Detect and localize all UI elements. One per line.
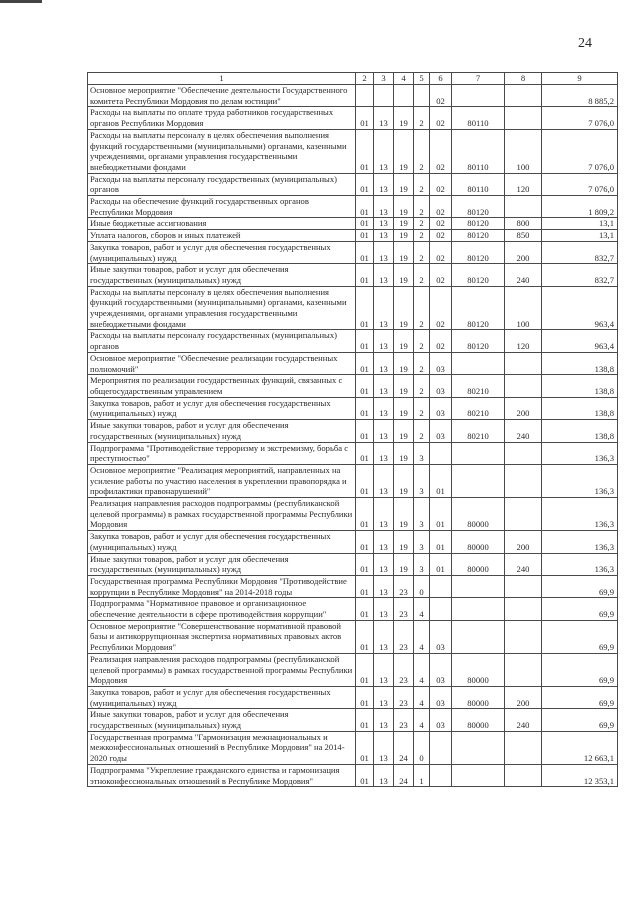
- expense-name-cell: Закупка товаров, работ и услуг для обеспечения государственных (муниципальных) нужд: [88, 241, 356, 263]
- section-code-cell: 01: [356, 107, 374, 129]
- activity-code-cell: 03: [430, 620, 452, 653]
- program-code-cell: 19: [394, 129, 414, 173]
- direction-code-cell: 80000: [452, 553, 505, 575]
- expense-type-code-cell: 200: [505, 686, 542, 708]
- expense-type-code-cell: 100: [505, 129, 542, 173]
- program-code-cell: [394, 85, 414, 107]
- expense-name-cell: Иные закупки товаров, работ и услуг для обеспечения государственных (муниципальных) нужд: [88, 553, 356, 575]
- subprogram-code-cell: 2: [414, 330, 430, 352]
- activity-code-cell: [430, 764, 452, 786]
- program-code-cell: 19: [394, 196, 414, 218]
- subprogram-code-cell: 0: [414, 731, 430, 764]
- table-row: [88, 218, 618, 230]
- program-code-cell: 23: [394, 575, 414, 597]
- direction-code-cell: 80120: [452, 264, 505, 286]
- section-code-cell: 01: [356, 709, 374, 731]
- subprogram-code-cell: 1: [414, 764, 430, 786]
- subprogram-code-cell: 4: [414, 620, 430, 653]
- activity-code-cell: 02: [430, 330, 452, 352]
- expense-name-cell: Основное мероприятие "Обеспечение реализации государственных полномочий": [88, 352, 356, 374]
- subprogram-code-cell: 3: [414, 553, 430, 575]
- expense-type-code-cell: [505, 196, 542, 218]
- expense-type-code-cell: [505, 352, 542, 374]
- direction-code-cell: [452, 442, 505, 464]
- amount-cell: 69,9: [542, 575, 618, 597]
- subsection-code-cell: 13: [374, 442, 394, 464]
- direction-code-cell: 80000: [452, 709, 505, 731]
- amount-cell: 12 663,1: [542, 731, 618, 764]
- direction-code-cell: [452, 598, 505, 620]
- subsection-code-cell: 13: [374, 553, 394, 575]
- subprogram-code-cell: 4: [414, 598, 430, 620]
- column-header-4: 4: [394, 73, 414, 85]
- program-code-cell: 19: [394, 107, 414, 129]
- program-code-cell: 23: [394, 620, 414, 653]
- expense-name-cell: Мероприятия по реализации государственных функций, связанных с общегосударственным управлением: [88, 375, 356, 397]
- direction-code-cell: 80120: [452, 286, 505, 330]
- column-header-8: 8: [505, 73, 542, 85]
- table-row: [88, 464, 618, 497]
- subprogram-code-cell: 3: [414, 531, 430, 553]
- expense-type-code-cell: 850: [505, 230, 542, 242]
- section-code-cell: 01: [356, 264, 374, 286]
- amount-cell: 963,4: [542, 330, 618, 352]
- table-row: [88, 442, 618, 464]
- amount-cell: 12 353,1: [542, 764, 618, 786]
- expense-type-code-cell: [505, 107, 542, 129]
- program-code-cell: 19: [394, 498, 414, 531]
- program-code-cell: 19: [394, 375, 414, 397]
- expense-type-code-cell: 240: [505, 420, 542, 442]
- program-code-cell: 19: [394, 397, 414, 419]
- activity-code-cell: 02: [430, 129, 452, 173]
- subsection-code-cell: 13: [374, 286, 394, 330]
- section-code-cell: 01: [356, 375, 374, 397]
- amount-cell: 136,3: [542, 553, 618, 575]
- table-body: [88, 85, 618, 787]
- expense-name-cell: Реализация направления расходов подпрограммы (республиканской целевой программы) в рамках государственной программы Республики Мордовия: [88, 653, 356, 686]
- direction-code-cell: 80000: [452, 498, 505, 531]
- table-row: [88, 375, 618, 397]
- activity-code-cell: [430, 731, 452, 764]
- table-row: [88, 230, 618, 242]
- direction-code-cell: 80210: [452, 375, 505, 397]
- expense-name-cell: Реализация направления расходов подпрограммы (республиканской целевой программы) в рамках государственной программы Республики Мордовия: [88, 498, 356, 531]
- subsection-code-cell: 13: [374, 598, 394, 620]
- direction-code-cell: 80210: [452, 420, 505, 442]
- header-row: [88, 73, 618, 85]
- section-code-cell: 01: [356, 218, 374, 230]
- subsection-code-cell: 13: [374, 218, 394, 230]
- program-code-cell: 23: [394, 709, 414, 731]
- activity-code-cell: 01: [430, 498, 452, 531]
- table-row: [88, 620, 618, 653]
- expense-type-code-cell: [505, 464, 542, 497]
- section-code-cell: 01: [356, 129, 374, 173]
- expense-name-cell: Уплата налогов, сборов и иных платежей: [88, 230, 356, 242]
- program-code-cell: 23: [394, 686, 414, 708]
- expense-name-cell: Расходы на выплаты персоналу в целях обеспечения выполнения функций государственными (муниципальными) органами, казенными учреждениями, органами управления государственными внебюджетными фондами: [88, 129, 356, 173]
- subprogram-code-cell: 2: [414, 241, 430, 263]
- subsection-code-cell: 13: [374, 107, 394, 129]
- expense-type-code-cell: 200: [505, 397, 542, 419]
- expense-type-code-cell: [505, 375, 542, 397]
- column-header-5: 5: [414, 73, 430, 85]
- activity-code-cell: 03: [430, 352, 452, 374]
- expense-type-code-cell: 240: [505, 264, 542, 286]
- expense-name-cell: Закупка товаров, работ и услуг для обеспечения государственных (муниципальных) нужд: [88, 397, 356, 419]
- subprogram-code-cell: 3: [414, 442, 430, 464]
- activity-code-cell: 02: [430, 85, 452, 107]
- subprogram-code-cell: 3: [414, 464, 430, 497]
- column-header-7: 7: [452, 73, 505, 85]
- activity-code-cell: 01: [430, 464, 452, 497]
- activity-code-cell: 02: [430, 218, 452, 230]
- subsection-code-cell: 13: [374, 196, 394, 218]
- section-code-cell: 01: [356, 330, 374, 352]
- amount-cell: 136,3: [542, 464, 618, 497]
- expense-type-code-cell: 200: [505, 241, 542, 263]
- program-code-cell: 19: [394, 420, 414, 442]
- activity-code-cell: 03: [430, 686, 452, 708]
- subsection-code-cell: 13: [374, 241, 394, 263]
- section-code-cell: 01: [356, 173, 374, 195]
- expense-name-cell: Государственная программа "Гармонизация межнациональных и межконфессиональных отношений в Республике Мордовия" на 2014-2020 годы: [88, 731, 356, 764]
- expense-type-code-cell: [505, 442, 542, 464]
- activity-code-cell: [430, 598, 452, 620]
- expense-name-cell: Расходы на выплаты по оплате труда работников государственных органов Республики Мордовия: [88, 107, 356, 129]
- budget-table: [87, 72, 618, 787]
- subprogram-code-cell: 2: [414, 375, 430, 397]
- expense-name-cell: Иные закупки товаров, работ и услуг для обеспечения государственных (муниципальных) нужд: [88, 709, 356, 731]
- expense-name-cell: Подпрограмма "Укрепление гражданского единства и гармонизация этноконфессиональных отношений в Республике Мордовия": [88, 764, 356, 786]
- table-row: [88, 330, 618, 352]
- section-code-cell: 01: [356, 230, 374, 242]
- activity-code-cell: 01: [430, 553, 452, 575]
- table-row: [88, 598, 618, 620]
- section-code-cell: 01: [356, 397, 374, 419]
- program-code-cell: 19: [394, 553, 414, 575]
- subprogram-code-cell: 2: [414, 264, 430, 286]
- section-code-cell: 01: [356, 764, 374, 786]
- expense-type-code-cell: [505, 575, 542, 597]
- table-row: [88, 241, 618, 263]
- table-row: [88, 553, 618, 575]
- direction-code-cell: [452, 464, 505, 497]
- subsection-code-cell: 13: [374, 686, 394, 708]
- subsection-code-cell: 13: [374, 375, 394, 397]
- program-code-cell: 19: [394, 241, 414, 263]
- expense-name-cell: Подпрограмма "Противодействие терроризму и экстремизму, борьба с преступностью": [88, 442, 356, 464]
- subsection-code-cell: 13: [374, 709, 394, 731]
- amount-cell: 69,9: [542, 653, 618, 686]
- direction-code-cell: [452, 620, 505, 653]
- column-header-2: 2: [356, 73, 374, 85]
- expense-type-code-cell: 240: [505, 553, 542, 575]
- amount-cell: 7 076,0: [542, 107, 618, 129]
- activity-code-cell: 02: [430, 173, 452, 195]
- amount-cell: 7 076,0: [542, 129, 618, 173]
- subsection-code-cell: 13: [374, 731, 394, 764]
- amount-cell: 138,8: [542, 420, 618, 442]
- subprogram-code-cell: 2: [414, 107, 430, 129]
- subprogram-code-cell: 4: [414, 709, 430, 731]
- subprogram-code-cell: 2: [414, 129, 430, 173]
- section-code-cell: 01: [356, 731, 374, 764]
- section-code-cell: 01: [356, 686, 374, 708]
- amount-cell: 136,3: [542, 498, 618, 531]
- amount-cell: 1 809,2: [542, 196, 618, 218]
- expense-name-cell: Основное мероприятие "Обеспечение деятельности Государственного комитета Республики Мордовия по делам юстиции": [88, 85, 356, 107]
- subprogram-code-cell: 4: [414, 686, 430, 708]
- direction-code-cell: [452, 85, 505, 107]
- subprogram-code-cell: 0: [414, 575, 430, 597]
- column-header-9: 9: [542, 73, 618, 85]
- expense-name-cell: Расходы на обеспечение функций государственных органов Республики Мордовия: [88, 196, 356, 218]
- amount-cell: 138,8: [542, 375, 618, 397]
- amount-cell: 13,1: [542, 218, 618, 230]
- program-code-cell: 19: [394, 286, 414, 330]
- subprogram-code-cell: 3: [414, 498, 430, 531]
- program-code-cell: 19: [394, 442, 414, 464]
- table-row: [88, 173, 618, 195]
- subprogram-code-cell: 4: [414, 653, 430, 686]
- expense-type-code-cell: 120: [505, 330, 542, 352]
- expense-type-code-cell: 200: [505, 531, 542, 553]
- table-row: [88, 196, 618, 218]
- amount-cell: 832,7: [542, 241, 618, 263]
- expense-name-cell: Иные закупки товаров, работ и услуг для обеспечения государственных (муниципальных) нужд: [88, 264, 356, 286]
- subprogram-code-cell: 2: [414, 173, 430, 195]
- table-row: [88, 653, 618, 686]
- expense-name-cell: Основное мероприятие "Реализация мероприятий, направленных на усиление работы по участию населения в укреплении правопорядка и профилактики правонарушений": [88, 464, 356, 497]
- expense-name-cell: Основное мероприятие "Совершенствование нормативной правовой базы и антикоррупционная экспертиза нормативных правовых актов Республики Мордовия": [88, 620, 356, 653]
- subsection-code-cell: 13: [374, 531, 394, 553]
- subsection-code-cell: 13: [374, 230, 394, 242]
- expense-name-cell: Расходы на выплаты персоналу государственных (муниципальных) органов: [88, 330, 356, 352]
- table-row: [88, 731, 618, 764]
- table-row: [88, 420, 618, 442]
- table-row: [88, 764, 618, 786]
- subsection-code-cell: 13: [374, 397, 394, 419]
- activity-code-cell: 02: [430, 230, 452, 242]
- subsection-code-cell: 13: [374, 464, 394, 497]
- program-code-cell: 19: [394, 218, 414, 230]
- subsection-code-cell: 13: [374, 352, 394, 374]
- direction-code-cell: 80110: [452, 129, 505, 173]
- page-number: 24: [578, 36, 592, 51]
- direction-code-cell: 80120: [452, 196, 505, 218]
- table-row: [88, 686, 618, 708]
- program-code-cell: 19: [394, 230, 414, 242]
- direction-code-cell: 80120: [452, 218, 505, 230]
- subsection-code-cell: 13: [374, 498, 394, 531]
- subsection-code-cell: 13: [374, 264, 394, 286]
- subprogram-code-cell: 2: [414, 286, 430, 330]
- activity-code-cell: [430, 575, 452, 597]
- direction-code-cell: 80120: [452, 230, 505, 242]
- expense-type-code-cell: 240: [505, 709, 542, 731]
- amount-cell: 136,3: [542, 531, 618, 553]
- table-row: [88, 575, 618, 597]
- program-code-cell: 24: [394, 764, 414, 786]
- activity-code-cell: 02: [430, 196, 452, 218]
- subprogram-code-cell: 2: [414, 218, 430, 230]
- table-row: [88, 498, 618, 531]
- subsection-code-cell: 13: [374, 330, 394, 352]
- amount-cell: 8 885,2: [542, 85, 618, 107]
- direction-code-cell: [452, 731, 505, 764]
- subsection-code-cell: 13: [374, 620, 394, 653]
- amount-cell: 832,7: [542, 264, 618, 286]
- activity-code-cell: 03: [430, 375, 452, 397]
- subprogram-code-cell: 2: [414, 397, 430, 419]
- expense-type-code-cell: 120: [505, 173, 542, 195]
- expense-name-cell: Государственная программа Республики Мордовия "Противодействие коррупции в Республике Мордовия" на 2014-2018 годы: [88, 575, 356, 597]
- direction-code-cell: [452, 575, 505, 597]
- program-code-cell: 19: [394, 264, 414, 286]
- table-row: [88, 352, 618, 374]
- activity-code-cell: 02: [430, 264, 452, 286]
- program-code-cell: 24: [394, 731, 414, 764]
- direction-code-cell: 80120: [452, 241, 505, 263]
- section-code-cell: [356, 85, 374, 107]
- subsection-code-cell: 13: [374, 653, 394, 686]
- program-code-cell: 19: [394, 330, 414, 352]
- expense-name-cell: Иные бюджетные ассигнования: [88, 218, 356, 230]
- subsection-code-cell: [374, 85, 394, 107]
- expense-type-code-cell: [505, 598, 542, 620]
- activity-code-cell: 02: [430, 241, 452, 263]
- program-code-cell: 19: [394, 464, 414, 497]
- amount-cell: 69,9: [542, 620, 618, 653]
- program-code-cell: 23: [394, 598, 414, 620]
- amount-cell: 7 076,0: [542, 173, 618, 195]
- subprogram-code-cell: [414, 85, 430, 107]
- expense-type-code-cell: [505, 731, 542, 764]
- expense-name-cell: Закупка товаров, работ и услуг для обеспечения государственных (муниципальных) нужд: [88, 686, 356, 708]
- expense-name-cell: Закупка товаров, работ и услуг для обеспечения государственных (муниципальных) нужд: [88, 531, 356, 553]
- direction-code-cell: 80120: [452, 330, 505, 352]
- column-header-3: 3: [374, 73, 394, 85]
- section-code-cell: 01: [356, 420, 374, 442]
- direction-code-cell: 80000: [452, 531, 505, 553]
- expense-type-code-cell: [505, 653, 542, 686]
- activity-code-cell: 03: [430, 420, 452, 442]
- subprogram-code-cell: 2: [414, 420, 430, 442]
- activity-code-cell: 01: [430, 531, 452, 553]
- activity-code-cell: 02: [430, 286, 452, 330]
- section-code-cell: 01: [356, 620, 374, 653]
- amount-cell: 963,4: [542, 286, 618, 330]
- table-row: [88, 397, 618, 419]
- direction-code-cell: [452, 764, 505, 786]
- section-code-cell: 01: [356, 498, 374, 531]
- expense-type-code-cell: [505, 85, 542, 107]
- expense-type-code-cell: [505, 498, 542, 531]
- section-code-cell: 01: [356, 464, 374, 497]
- amount-cell: 69,9: [542, 598, 618, 620]
- amount-cell: 138,8: [542, 352, 618, 374]
- section-code-cell: 01: [356, 598, 374, 620]
- expense-type-code-cell: 800: [505, 218, 542, 230]
- section-code-cell: 01: [356, 241, 374, 263]
- activity-code-cell: 03: [430, 397, 452, 419]
- section-code-cell: 01: [356, 442, 374, 464]
- direction-code-cell: 80110: [452, 173, 505, 195]
- subsection-code-cell: 13: [374, 129, 394, 173]
- subsection-code-cell: 13: [374, 420, 394, 442]
- expense-name-cell: Иные закупки товаров, работ и услуг для обеспечения государственных (муниципальных) нужд: [88, 420, 356, 442]
- section-code-cell: 01: [356, 196, 374, 218]
- column-header-1: 1: [88, 73, 356, 85]
- activity-code-cell: 03: [430, 709, 452, 731]
- expense-type-code-cell: [505, 764, 542, 786]
- scan-edge-mark: [0, 0, 42, 3]
- amount-cell: 136,3: [542, 442, 618, 464]
- table-row: [88, 85, 618, 107]
- subsection-code-cell: 13: [374, 173, 394, 195]
- expense-type-code-cell: 100: [505, 286, 542, 330]
- direction-code-cell: 80000: [452, 653, 505, 686]
- column-header-6: 6: [430, 73, 452, 85]
- subprogram-code-cell: 2: [414, 230, 430, 242]
- direction-code-cell: 80110: [452, 107, 505, 129]
- expense-name-cell: Расходы на выплаты персоналу в целях обеспечения выполнения функций государственными (муниципальными) органами, казенными учреждениями, органами управления государственными внебюджетными фондами: [88, 286, 356, 330]
- table-row: [88, 531, 618, 553]
- subprogram-code-cell: 2: [414, 352, 430, 374]
- expense-name-cell: Расходы на выплаты персоналу государственных (муниципальных) органов: [88, 173, 356, 195]
- section-code-cell: 01: [356, 653, 374, 686]
- activity-code-cell: 03: [430, 653, 452, 686]
- activity-code-cell: [430, 442, 452, 464]
- program-code-cell: 19: [394, 531, 414, 553]
- program-code-cell: 19: [394, 352, 414, 374]
- table-row: [88, 107, 618, 129]
- table-row: [88, 709, 618, 731]
- amount-cell: 69,9: [542, 686, 618, 708]
- amount-cell: 13,1: [542, 230, 618, 242]
- section-code-cell: 01: [356, 286, 374, 330]
- expense-name-cell: Подпрограмма "Нормативное правовое и организационное обеспечение деятельности в сфере противодействия коррупции": [88, 598, 356, 620]
- table-row: [88, 129, 618, 173]
- direction-code-cell: 80210: [452, 397, 505, 419]
- subsection-code-cell: 13: [374, 764, 394, 786]
- activity-code-cell: 02: [430, 107, 452, 129]
- subsection-code-cell: 13: [374, 575, 394, 597]
- program-code-cell: 19: [394, 173, 414, 195]
- subprogram-code-cell: 2: [414, 196, 430, 218]
- program-code-cell: 23: [394, 653, 414, 686]
- section-code-cell: 01: [356, 352, 374, 374]
- section-code-cell: 01: [356, 531, 374, 553]
- expense-type-code-cell: [505, 620, 542, 653]
- table-row: [88, 286, 618, 330]
- table-row: [88, 264, 618, 286]
- direction-code-cell: 80000: [452, 686, 505, 708]
- direction-code-cell: [452, 352, 505, 374]
- amount-cell: 69,9: [542, 709, 618, 731]
- amount-cell: 138,8: [542, 397, 618, 419]
- section-code-cell: 01: [356, 575, 374, 597]
- section-code-cell: 01: [356, 553, 374, 575]
